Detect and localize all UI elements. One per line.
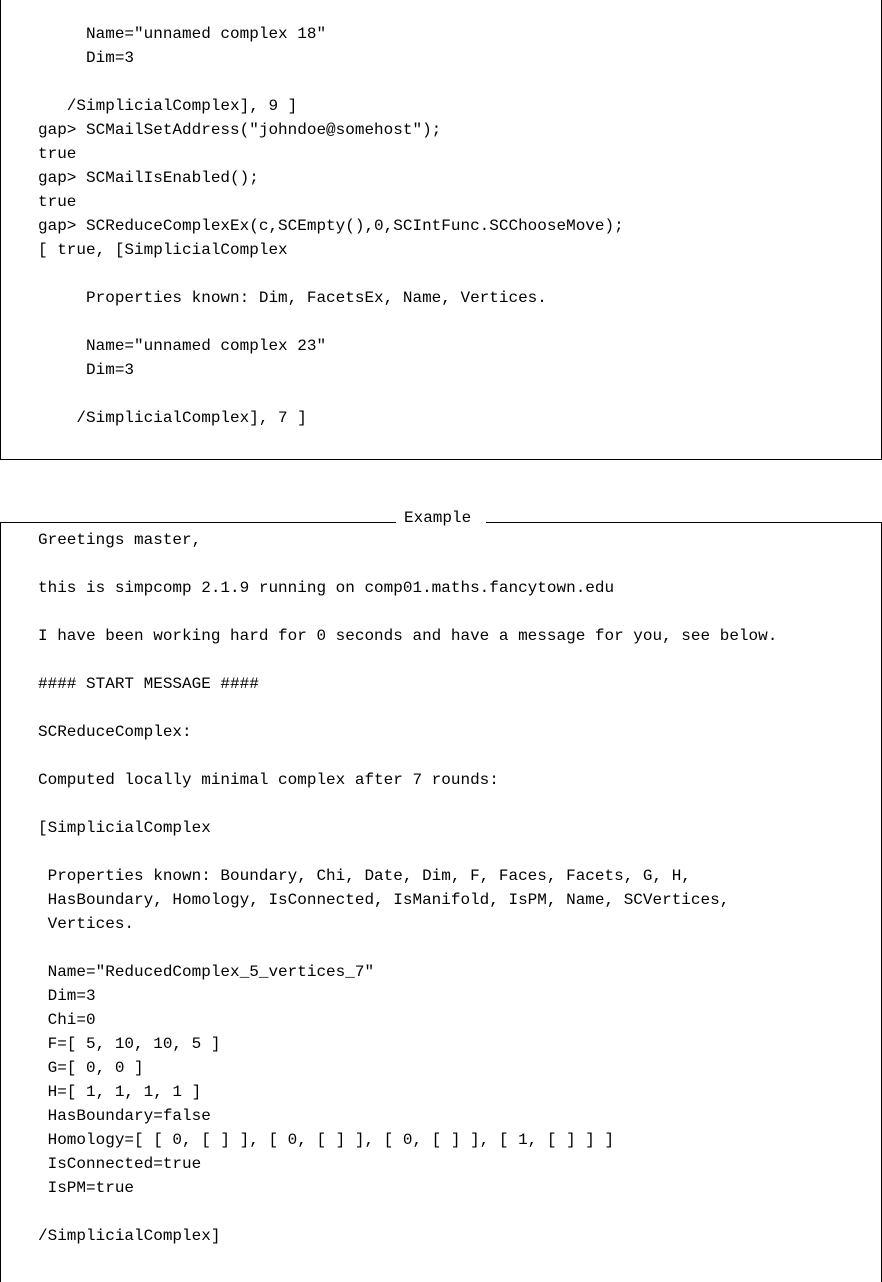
example-frame-title: Example [404,509,472,527]
top-code-line: gap> SCMailSetAddress("johndoe@somehost"); [38,121,442,139]
top-code-line: Properties known: Dim, FacetsEx, Name, Vertices. [38,289,547,307]
example-code-line: Computed locally minimal complex after 7 rounds: [38,771,499,789]
example-code-line [38,552,777,576]
example-code-line: F=[ 5, 10, 10, 5 ] [38,1035,221,1053]
example-code-line: Vertices. [38,915,135,933]
example-code-line: Name="ReducedComplex_5_vertices_7" [38,963,375,981]
top-code-line: Dim=3 [38,49,135,67]
top-code-line [38,310,624,334]
example-code-line [38,648,777,672]
example-code-line: G=[ 0, 0 ] [38,1059,144,1077]
example-code-line [38,696,777,720]
top-code-line: gap> SCMailIsEnabled(); [38,169,259,187]
example-code-line: /SimplicialComplex] [38,1227,221,1245]
top-code-listing [38,22,624,430]
example-code-line [38,936,777,960]
example-code-line [38,840,777,864]
example-code-line: Chi=0 [38,1011,96,1029]
example-code-line [38,744,777,768]
example-code-line: HasBoundary=false [38,1107,211,1125]
example-code-line: IsPM=true [38,1179,135,1197]
example-code-line: HasBoundary, Homology, IsConnected, IsManifold, IsPM, Name, SCVertices, [38,891,730,909]
top-code-line: /SimplicialComplex], 7 ] [38,409,307,427]
top-code-line: true [38,145,77,163]
example-code-line [38,792,777,816]
top-code-line: [ true, [SimplicialComplex [38,241,288,259]
top-code-line [38,70,624,94]
example-code-line: Dim=3 [38,987,96,1005]
top-code-line: Dim=3 [38,361,135,379]
example-code-line: I have been working hard for 0 seconds and have a message for you, see below. [38,627,778,645]
example-code-line: this is simpcomp 2.1.9 running on comp01.maths.fancytown.edu [38,579,615,597]
top-code-line [38,382,624,406]
example-code-listing [38,528,777,1248]
example-code-line: [SimplicialComplex [38,819,211,837]
example-code-line: #### START MESSAGE #### [38,675,259,693]
example-code-line: SCReduceComplex: [38,723,192,741]
example-code-line: H=[ 1, 1, 1, 1 ] [38,1083,202,1101]
top-code-line: /SimplicialComplex], 9 ] [38,97,298,115]
top-code-line: gap> SCReduceComplexEx(c,SCEmpty(),0,SCIntFunc.SCChooseMove); [38,217,624,235]
example-code-line [38,600,777,624]
top-code-line: true [38,193,77,211]
example-code-line [38,1200,777,1224]
example-code-line: Properties known: Boundary, Chi, Date, Dim, F, Faces, Facets, G, H, [38,867,691,885]
top-code-line: Name="unnamed complex 18" [38,25,327,43]
example-code-line: Homology=[ [ 0, [ ] ], [ 0, [ ] ], [ 0, [ ] ], [ 1, [ ] ] ] [38,1131,615,1149]
example-code-line: Greetings master, [38,531,202,549]
example-code-line: IsConnected=true [38,1155,202,1173]
top-code-line [38,262,624,286]
top-code-line: Name="unnamed complex 23" [38,337,327,355]
